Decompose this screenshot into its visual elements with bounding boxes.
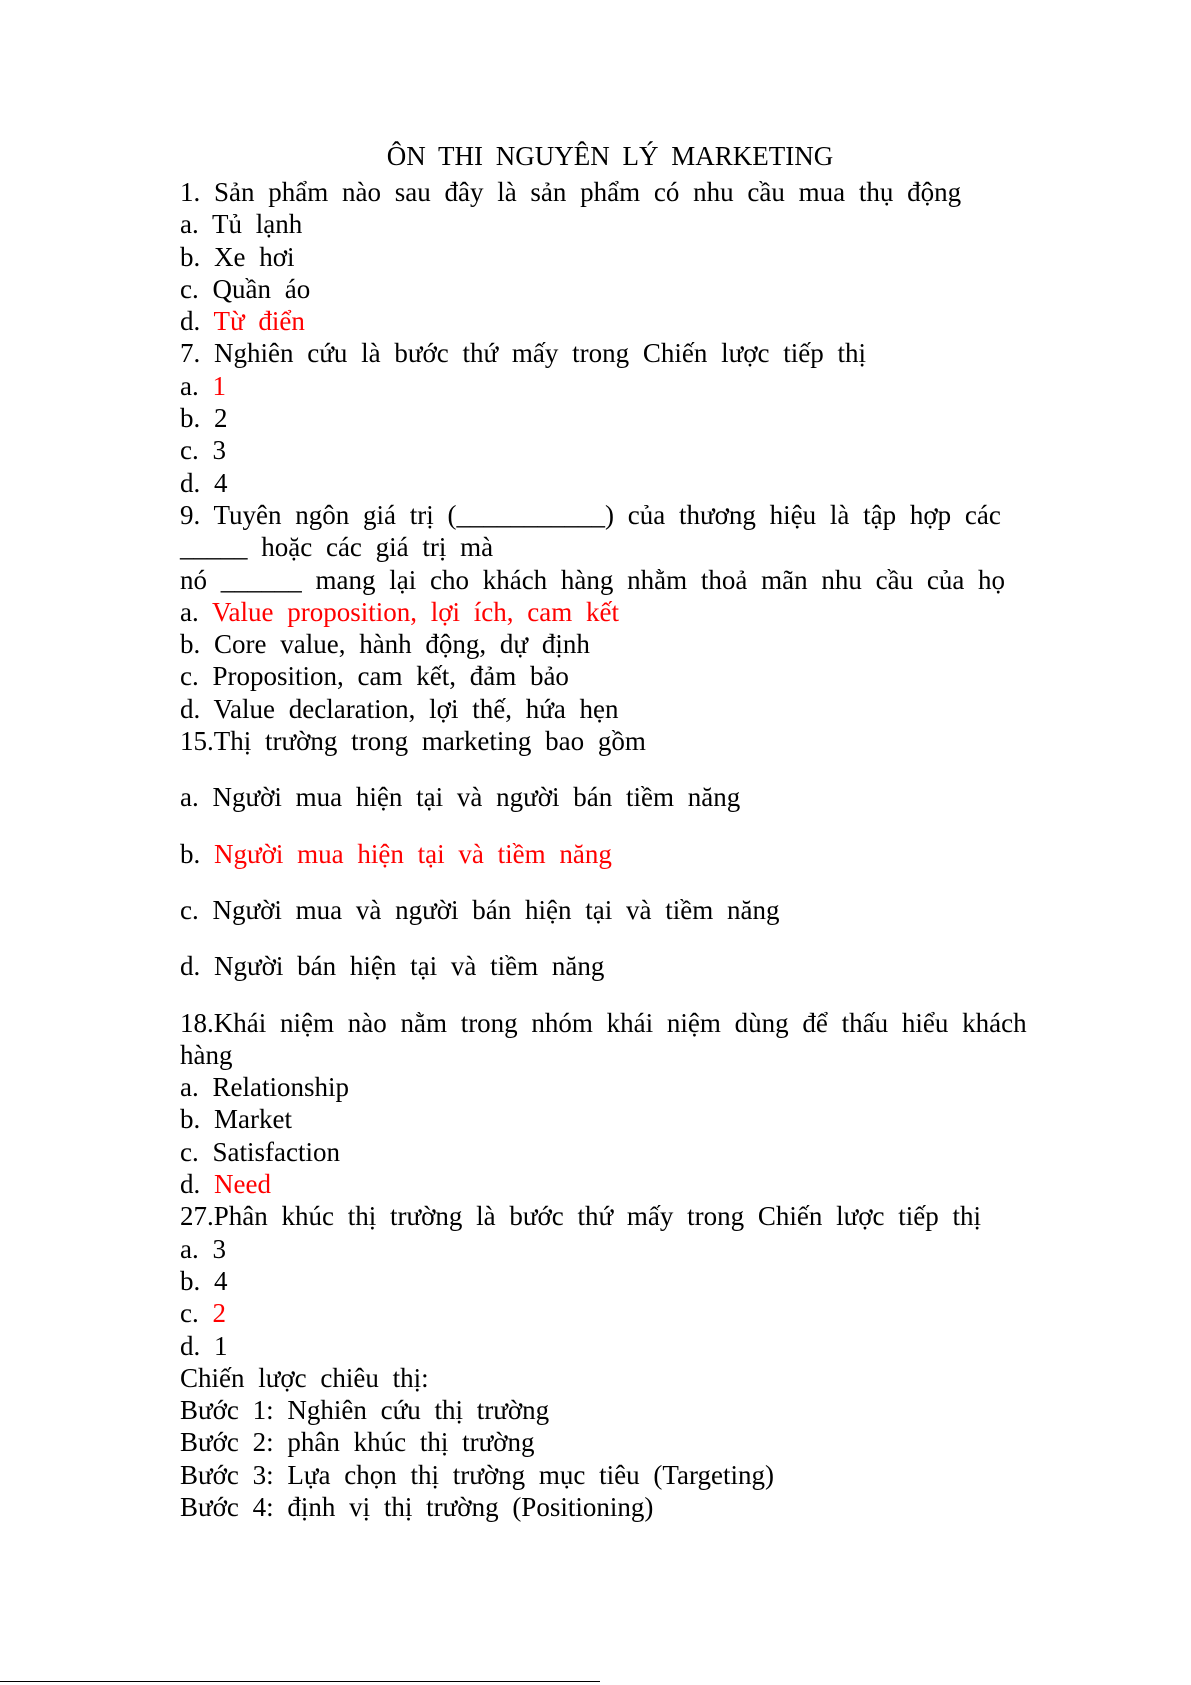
strategy-notes — [180, 1362, 1060, 1523]
footer-divider — [0, 1681, 600, 1682]
correct-answer-text: 1 — [212, 370, 226, 401]
answer-option: d. 1 — [180, 1330, 228, 1361]
strategy-step: Bước 1: Nghiên cứu thị trường — [180, 1395, 550, 1426]
document-title: ÔN THI NGUYÊN LÝ MARKETING — [386, 141, 834, 171]
answer-option: c. 3 — [180, 435, 226, 466]
question-block — [180, 337, 1060, 498]
question-text: 9. Tuyên ngôn giá trị (___________) của thương hiệu là tập hợp các — [180, 499, 1001, 530]
document-body — [180, 176, 1060, 1523]
answer-option: a. Người mua hiện tại và người bán tiềm năng — [180, 782, 741, 813]
answer-option-correct: d. Need — [180, 1169, 271, 1200]
question-text: 1. Sản phẩm nào sau đây là sản phẩm có nhu cầu mua thụ động — [180, 177, 962, 207]
answer-option: d. Value declaration, lợi thế, hứa hẹn — [180, 693, 619, 724]
correct-answer-text: Từ điển — [213, 306, 305, 337]
answer-option: c. Quần áo — [180, 273, 311, 304]
answer-option: c. Satisfaction — [180, 1136, 340, 1167]
question-text: 18.Khái niệm nào nằm trong nhóm khái niệm dùng để thấu hiểu khách — [180, 1007, 1027, 1038]
correct-answer-text: 2 — [212, 1298, 226, 1329]
strategy-step: Bước 2: phân khúc thị trường — [180, 1427, 535, 1458]
question-text: 7. Nghiên cứu là bước thứ mấy trong Chiến lược tiếp thị — [180, 338, 866, 369]
question-text: hàng — [180, 1039, 233, 1070]
question-block — [180, 176, 1060, 337]
answer-option: d. Người bán hiện tại và tiềm năng — [180, 951, 605, 982]
answer-option-correct: a. 1 — [180, 370, 226, 401]
correct-answer-text: Value proposition, lợi ích, cam kết — [212, 596, 619, 627]
answer-option: c. Người mua và người bán hiện tại và tiềm năng — [180, 894, 780, 925]
answer-option: d. 4 — [180, 467, 228, 498]
question-text: 27.Phân khúc thị trường là bước thứ mấy trong Chiến lược tiếp thị — [180, 1201, 982, 1232]
question-text: _____ hoặc các giá trị mà — [180, 532, 494, 563]
correct-answer-text: Need — [214, 1169, 271, 1200]
answer-option: b. Market — [180, 1104, 292, 1135]
strategy-step: Bước 4: định vị thị trường (Positioning) — [180, 1491, 654, 1522]
answer-option: b. Xe hơi — [180, 241, 295, 272]
answer-option: a. Relationship — [180, 1072, 349, 1103]
question-block — [180, 1200, 1060, 1361]
answer-option: a. Tủ lạnh — [180, 209, 303, 240]
answer-option-correct: a. Value proposition, lợi ích, cam kết — [180, 596, 619, 627]
correct-answer-text: Người mua hiện tại và tiềm năng — [214, 838, 612, 869]
answer-option: c. Proposition, cam kết, đảm bảo — [180, 661, 569, 692]
answer-option-correct: b. Người mua hiện tại và tiềm năng — [180, 838, 612, 869]
answer-option: a. 3 — [180, 1233, 226, 1264]
question-text: 15.Thị trường trong marketing bao gồm — [180, 726, 646, 757]
answer-option: b. Core value, hành động, dự định — [180, 629, 590, 660]
answer-option-correct: d. Từ điển — [180, 306, 305, 337]
question-block — [180, 725, 1060, 982]
question-text: nó ______ mang lại cho khách hàng nhằm thoả mãn nhu cầu của họ — [180, 564, 1006, 595]
answer-option: b. 2 — [180, 403, 228, 434]
question-block — [180, 1007, 1060, 1201]
strategy-heading: Chiến lược chiêu thị: — [180, 1362, 429, 1393]
answer-option: b. 4 — [180, 1265, 228, 1296]
question-block — [180, 499, 1060, 725]
strategy-step: Bước 3: Lựa chọn thị trường mục tiêu (Targeting) — [180, 1459, 774, 1490]
answer-option-correct: c. 2 — [180, 1298, 226, 1329]
